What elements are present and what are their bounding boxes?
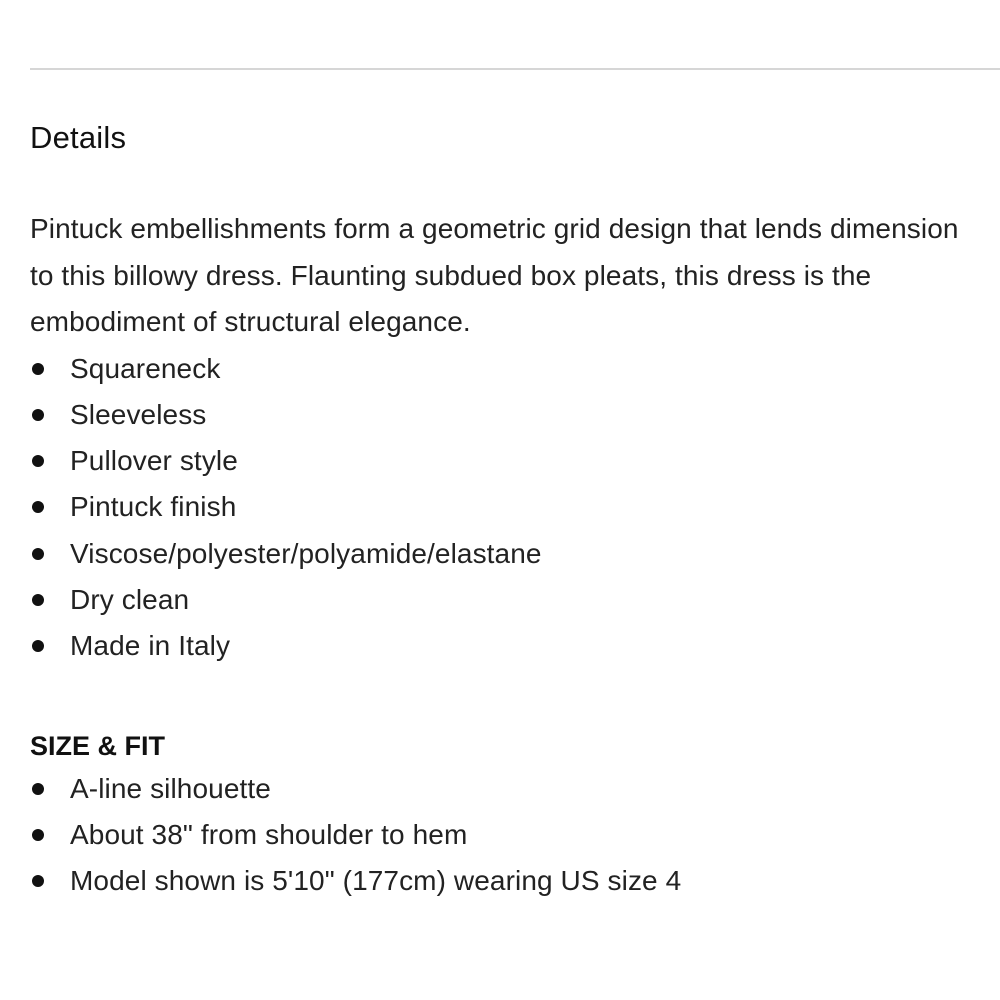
list-item xyxy=(30,577,980,623)
bullet-icon xyxy=(32,875,44,887)
size-fit-list xyxy=(30,766,980,905)
bullet-icon xyxy=(32,829,44,841)
list-item-label: A-line silhouette xyxy=(70,772,271,804)
list-item-label: About 38" from shoulder to hem xyxy=(70,818,468,850)
list-item xyxy=(30,531,980,577)
bullet-icon xyxy=(32,363,44,375)
product-description: Pintuck embellishments form a geometric grid design that lends dimension to this billowy dress. Flaunting subdued box pleats, this dress is the embodiment of structural elegance. xyxy=(30,213,959,337)
bullet-icon xyxy=(32,409,44,421)
list-item-label: Pullover style xyxy=(70,445,238,477)
bullet-icon xyxy=(32,640,44,652)
bullet-icon xyxy=(32,501,44,513)
list-item-label: Model shown is 5'10" (177cm) wearing US size 4 xyxy=(70,865,682,897)
list-item xyxy=(30,812,980,858)
bullet-icon xyxy=(32,455,44,467)
list-item xyxy=(30,858,980,904)
bullet-icon xyxy=(32,594,44,606)
list-item-label: Dry clean xyxy=(70,583,190,615)
list-item xyxy=(30,438,980,484)
size-fit-heading: SIZE & FIT xyxy=(30,730,165,761)
list-item xyxy=(30,392,980,438)
product-details-panel xyxy=(30,118,980,904)
list-item xyxy=(30,766,980,812)
list-item xyxy=(30,623,980,669)
list-item-label: Made in Italy xyxy=(70,630,231,662)
list-item-label: Sleeveless xyxy=(70,398,207,430)
list-item-label: Viscose/polyester/polyamide/elastane xyxy=(70,537,542,569)
list-item xyxy=(30,346,980,392)
top-divider xyxy=(30,68,1000,70)
list-item xyxy=(30,484,980,530)
list-item-label: Squareneck xyxy=(70,352,221,384)
details-heading: Details xyxy=(30,120,127,155)
list-item-label: Pintuck finish xyxy=(70,491,237,523)
bullet-icon xyxy=(32,548,44,560)
details-list xyxy=(30,346,980,670)
bullet-icon xyxy=(32,783,44,795)
